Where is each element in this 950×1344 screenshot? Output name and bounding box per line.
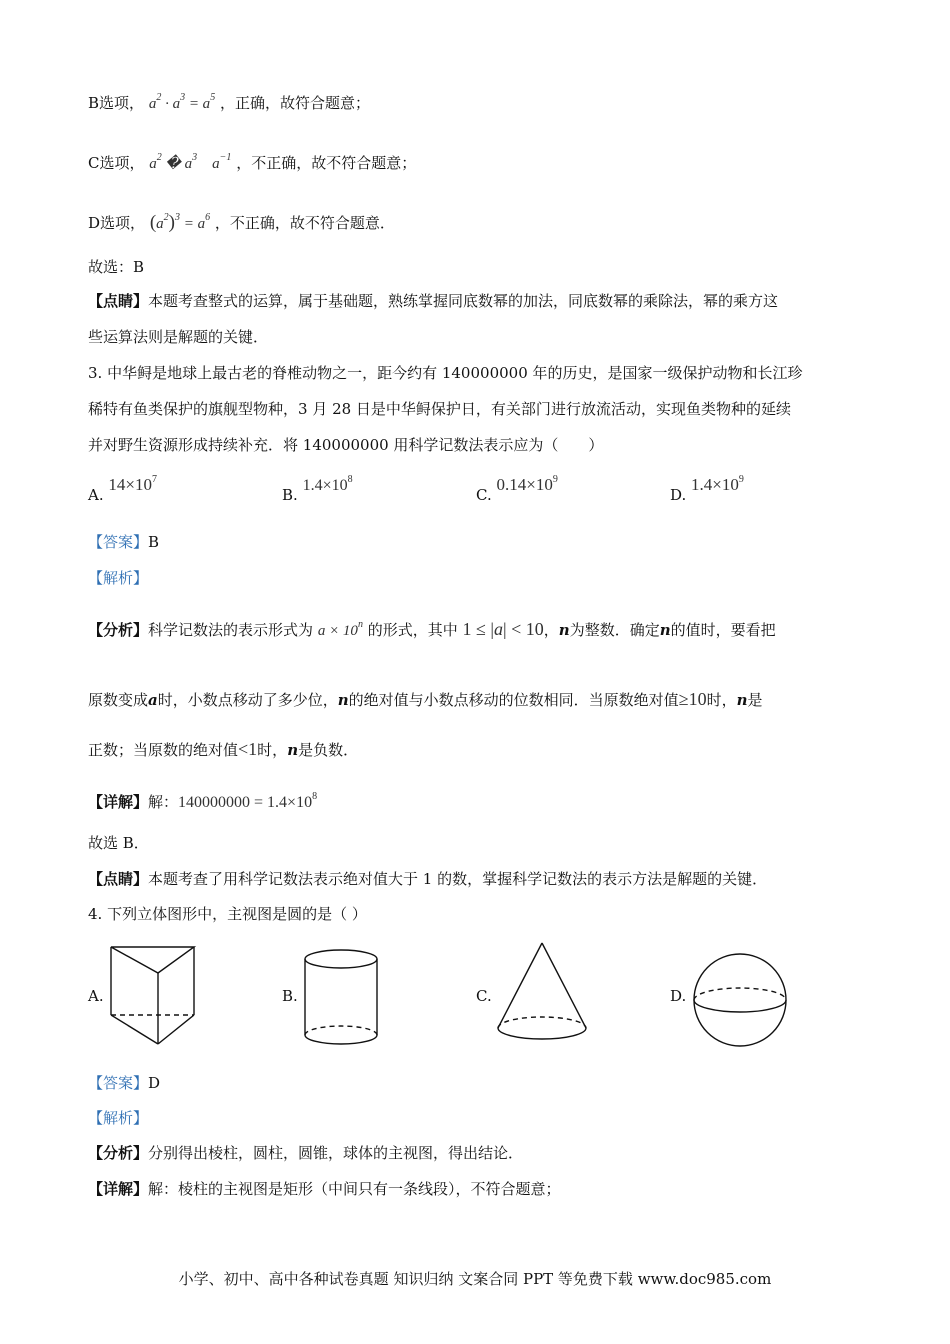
q4-option-c-label: C. xyxy=(476,987,492,1005)
option-d-formula: $(a^2)^3 = a^6$ xyxy=(149,212,211,233)
option-c-prefix: C选项， xyxy=(88,154,145,172)
option-label: D. xyxy=(670,486,687,504)
q2-comment-line-1 xyxy=(88,290,778,312)
option-label: C. xyxy=(476,486,492,504)
option-b-prefix: B选项， xyxy=(88,94,145,112)
q2-answer-line: 故选：B xyxy=(88,258,145,276)
option-d-explanation xyxy=(88,207,395,235)
option-value: $0.14\times 10^9$ xyxy=(496,474,558,494)
option-value: $14\times 10^7$ xyxy=(108,474,157,494)
q3-comment: 【点睛】本题考查了用科学记数法表示绝对值大于 1 的数，掌握科学记数法的表示方法是解题的关键． xyxy=(88,870,768,888)
q4-option-d-label: D. xyxy=(670,987,687,1005)
cylinder-figure xyxy=(302,948,382,1048)
page-footer: 小学、初中、高中各种试卷真题 知识归纳 文案合同 PPT 等免费下载 www.doc985.com xyxy=(178,1270,772,1288)
q3-stem-line-3: 并对野生资源形成持续补充．将 140000000 用科学记数法表示应为（ ） xyxy=(88,436,604,454)
option-value: $1.4\times 10^8$ xyxy=(302,474,353,494)
q4-answer: 【答案】D xyxy=(88,1074,161,1092)
q4-option-a-label: A. xyxy=(88,987,104,1005)
q3-stem-line-2: 稀特有鱼类保护的旗舰型物种，3 月 28 日是中华鲟保护日，有关部门进行放流活动，实现鱼类物种的延续 xyxy=(88,400,791,418)
option-label: A. xyxy=(88,486,104,504)
q2-comment-line-2: 些运算法则是解题的关键． xyxy=(88,328,269,346)
sci-notation-formula: $a \times 10^n$ xyxy=(317,619,363,639)
option-b-formula: $a^2 \cdot a^3 = a^5$ xyxy=(148,92,216,112)
triangular-prism-figure xyxy=(108,943,198,1049)
comment-tag: 【点睛】 xyxy=(88,292,149,310)
q3-fenxi-line-2: 原数变成a时，小数点移动了多少位，n的绝对值与小数点移动的位数相同．当原数绝对值≥10时，n是 xyxy=(88,689,763,709)
q3-stem-line-1: 3. 中华鲟是地球上最古老的脊椎动物之一，距今约有 140000000 年的历史，是国家一级保护动物和长江珍 xyxy=(88,364,803,382)
q4-option-b-label: B. xyxy=(282,987,298,1005)
sphere-figure xyxy=(690,950,790,1050)
option-value: $1.4\times 10^9$ xyxy=(691,474,744,494)
option-c-explanation xyxy=(88,147,416,175)
q3-fenxi-line-1: 【分析】科学记数法的表示形式为 $a \times 10^n$ 的形式，其中 1 ≤ |a| < 10，n为整数．确定n的值时，要看把 xyxy=(88,619,776,639)
q3-option-d xyxy=(670,474,744,504)
answer-value: B xyxy=(148,533,160,551)
q3-conclusion: 故选 B． xyxy=(88,834,149,852)
q3-option-b xyxy=(282,474,353,504)
option-label: B. xyxy=(282,486,298,504)
q3-detail: 【详解】解：$140000000 = 1.4\times 10^8$ xyxy=(88,791,318,811)
answer-tag: 【答案】 xyxy=(88,533,149,551)
q4-analysis-tag: 【解析】 xyxy=(88,1109,149,1127)
option-b-suffix: ，正确，故符合题意； xyxy=(219,94,370,112)
option-b-explanation xyxy=(88,87,370,115)
abs-a-range: 1 ≤ |a| < 10 xyxy=(462,619,544,639)
comment-text: 本题考查整式的运算，属于基础题，熟练掌握同底数幂的加法，同底数幂的乘除法，幂的乘方这 xyxy=(148,292,779,310)
q4-fenxi: 【分析】分别得出棱柱，圆柱，圆锥，球体的主视图，得出结论． xyxy=(88,1144,524,1162)
cone-figure xyxy=(494,940,590,1050)
option-c-formula: $a^2$ � $a^3$ $a^{-1}$ xyxy=(149,152,232,172)
option-d-suffix: ，不正确，故不符合题意． xyxy=(214,214,395,232)
q4-detail: 【详解】解：棱柱的主视图是矩形（中间只有一条线段），不符合题意； xyxy=(88,1180,561,1198)
q3-answer xyxy=(88,531,159,553)
option-d-prefix: D选项， xyxy=(88,214,146,232)
q4-stem: 4. 下列立体图形中，主视图是圆的是（ ） xyxy=(88,905,367,923)
q3-fenxi-line-3: 正数；当原数的绝对值<1时，n是负数． xyxy=(88,739,359,759)
q3-analysis-tag: 【解析】 xyxy=(88,569,149,587)
q3-option-c xyxy=(476,474,558,504)
q3-option-a xyxy=(88,474,157,504)
option-c-suffix: ，不正确，故不符合题意； xyxy=(236,154,417,172)
